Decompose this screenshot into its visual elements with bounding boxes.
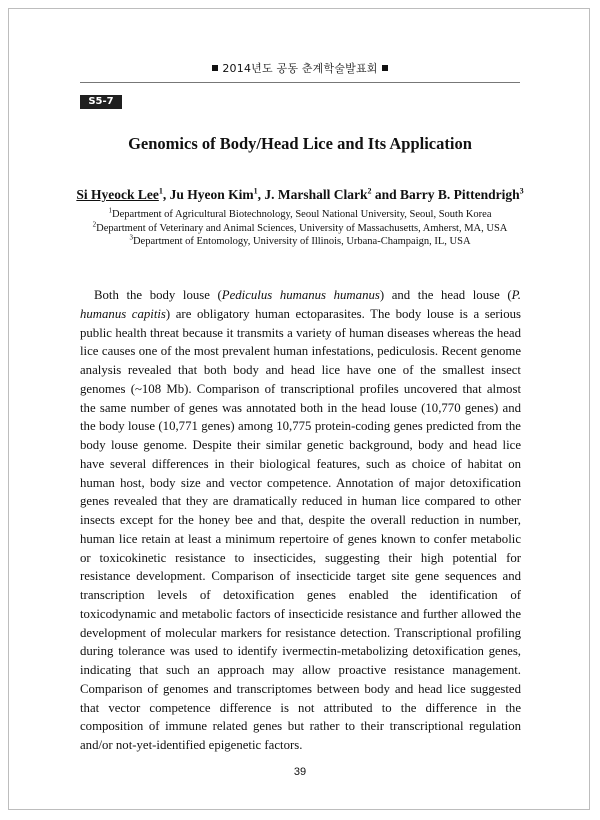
page-number: 39	[293, 766, 307, 778]
author-separator: and	[371, 187, 401, 202]
affiliation-marker: 2	[92, 220, 97, 228]
author-name: Barry B. Pittendrigh	[400, 187, 520, 202]
square-bullet-icon	[382, 65, 388, 71]
affiliation-marker: 3	[129, 233, 133, 242]
paper-title: Genomics of Body/Head Lice and Its Application	[128, 134, 472, 153]
abstract-text: ) and the head louse (	[379, 288, 512, 302]
conference-name: 2014년도 공동 춘계학술발표회	[222, 62, 378, 75]
session-code-badge: S5-7	[80, 95, 122, 109]
author-affiliation-marker: 1	[158, 186, 163, 196]
affiliation-text: Department of Agricultural Biotechnology, Seoul National University, Seoul, South Korea	[112, 209, 492, 220]
author-affiliation-marker: 2	[367, 186, 372, 196]
affiliation-line	[0, 222, 600, 236]
abstract-text: ) are obligatory human ectoparasites. The body louse is a serious public health threat because it transmits a variety of human diseases whereas the head lice causes one of the most prevalent human infestations, pediculosis. Recent genome analysis revealed that both body and head lice have one of the smallest insect genomes (~108 Mb). Comparison of transcriptional profiles uncovered that almost the same number of genes was annotated both in the head louse (10,770 genes) and the body louse (10,771 genes) among 10,775 protein-coding genes predicted from the body louse genome. Despite their similar genetic background, body and head lice have several differences in their biological features, such as choice of habitat on human host, body size and vector competence. Annotation of major detoxification genes revealed that they are dramatically reduced in human lice compared to other insects except for the honey bee and that, despite the overall reduction in number, human lice retain at least a minimum repertoire of genes known to confer metabolic or toxicokinetic resistance to insecticides, suggesting their high potential for resistance development. Comparison of insecticide target site gene sequences and transcription levels of detoxification genes enabled the identification of toxicodynamic and metabolic factors of insecticide resistance and further allowed the development of molecular markers for resistance detection. Transcriptional profiling during tolerance was used to identify ivermectin-metabolizing detoxification genes, indicating that such an approach may allow proactive resistance management. Comparison of genomes and transcriptomes between body and head lice suggested that vector competence difference is not attributed to the difference in the composition of immune related genes but rather to their transcriptional regulation and/or not-yet-identified epigenetic factors.	[80, 306, 521, 752]
author-list	[0, 187, 600, 203]
affiliation-marker: 1	[108, 206, 112, 215]
abstract-body	[80, 286, 521, 755]
affiliation-list	[0, 208, 600, 249]
square-bullet-icon	[212, 65, 218, 71]
affiliation-text: Department of Veterinary and Animal Sciences, University of Massachusetts, Amherst, MA, USA	[96, 222, 508, 234]
species-name: P. humanus capitis	[80, 288, 521, 321]
affiliation-line	[0, 235, 600, 249]
species-name: Pediculus humanus humanus	[221, 288, 380, 302]
author-separator: ,	[257, 187, 265, 202]
author-name: Ju Hyeon Kim	[169, 187, 254, 202]
author-name: J. Marshall Clark	[264, 187, 368, 202]
affiliation-line	[0, 208, 600, 222]
abstract-text: Both the body louse (	[94, 288, 222, 302]
affiliation-text: Department of Entomology, University of Illinois, Urbana-Champaign, IL, USA	[132, 236, 471, 247]
conference-header	[0, 60, 600, 76]
author-affiliation-marker: 1	[253, 186, 258, 196]
header-rule	[80, 82, 520, 83]
author-affiliation-marker: 3	[519, 186, 524, 196]
author-name: Si Hyeock Lee	[76, 187, 159, 202]
author-separator: ,	[162, 187, 170, 202]
